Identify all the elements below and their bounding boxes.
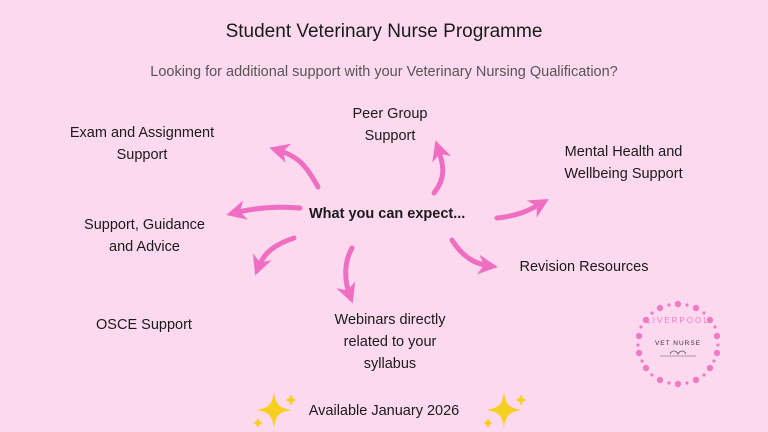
item-line: Wellbeing Support <box>564 166 683 182</box>
arrow-to-osce <box>258 238 294 268</box>
item-line: Support <box>116 147 168 163</box>
item-line: Support, Guidance <box>84 217 205 233</box>
page-subtitle: Looking for additional support with your Veterinary Nursing Qualification? <box>150 64 618 80</box>
page-title: Student Veterinary Nurse Programme <box>225 21 543 42</box>
logo-top-text: LIVERPOOL <box>646 316 710 325</box>
item-line: Revision Resources <box>519 259 649 275</box>
arrow-to-revision <box>452 240 490 266</box>
item-line: Support <box>364 128 416 144</box>
item-line: syllabus <box>363 356 417 372</box>
arrow-to-exam <box>277 150 318 187</box>
item-webinars <box>318 309 462 375</box>
logo-middle-text: VET NURSE <box>654 340 702 347</box>
arrow-to-mental-health <box>497 203 542 218</box>
item-revision-resources <box>514 256 654 278</box>
item-line: Webinars directly <box>334 312 446 328</box>
item-line: Peer Group <box>352 106 428 122</box>
arrow-to-peer-group <box>434 148 443 193</box>
item-osce-support <box>84 314 204 336</box>
item-mental-health <box>551 141 696 185</box>
arrow-to-support-guidance <box>234 207 300 213</box>
arrow-to-webinars <box>346 248 352 296</box>
item-support-guidance <box>72 214 217 258</box>
item-line: and Advice <box>109 239 180 255</box>
liverpool-vet-nurse-logo <box>630 296 726 392</box>
center-label: What you can expect... <box>309 206 466 222</box>
item-line: related to your <box>343 334 437 350</box>
item-line: Mental Health and <box>564 144 683 160</box>
item-peer-group <box>340 103 440 147</box>
item-line: Exam and Assignment <box>69 125 215 141</box>
item-exam-assignment <box>62 122 222 166</box>
availability-note: Available January 2026 <box>308 403 460 419</box>
item-line: OSCE Support <box>96 317 192 333</box>
